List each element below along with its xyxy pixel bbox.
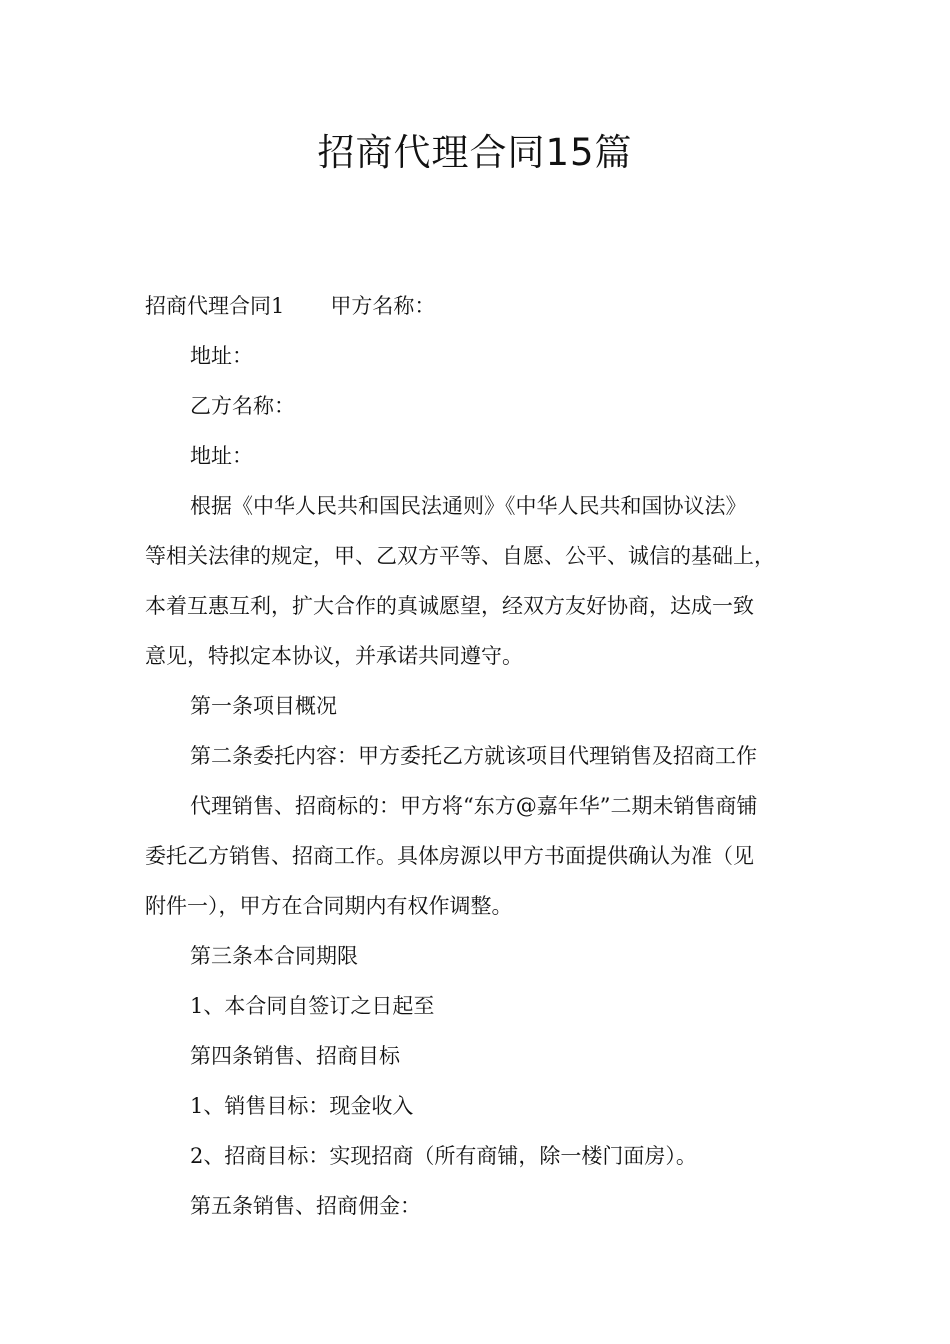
party-b-address-label: 地址：: [190, 444, 253, 468]
preamble-line-2: 等相关法律的规定，甲、乙双方平等、自愿、公平、诚信的基础上，: [145, 544, 775, 568]
contract-number: 招商代理合同1: [145, 294, 285, 318]
document-body: [145, 281, 835, 1231]
article-4-heading: 第四条销售、招商目标: [190, 1044, 400, 1068]
party-b-name-label: 乙方名称：: [190, 394, 295, 418]
document-title: 招商代理合同15篇: [317, 131, 633, 174]
contract-heading-line: [145, 281, 835, 331]
article-3-item-1: 1、本合同自签订之日起至: [190, 994, 435, 1018]
article-4-item-1: 1、销售目标：现金收入: [190, 1094, 414, 1118]
preamble-line-4: 意见，特拟定本协议，并承诺共同遵守。: [145, 644, 523, 668]
party-a-address-label: 地址：: [190, 344, 253, 368]
article-4-item-2: 2、招商目标：实现招商（所有商铺，除一楼门面房）。: [190, 1144, 697, 1168]
article-2-text-line-3: 附件一），甲方在合同期内有权作调整。: [145, 894, 513, 918]
article-3-heading: 第三条本合同期限: [190, 944, 358, 968]
article-2-heading: 第二条委托内容：甲方委托乙方就该项目代理销售及招商工作: [190, 744, 757, 768]
article-1-heading: 第一条项目概况: [190, 694, 337, 718]
article-2-text-line-2: 委托乙方销售、招商工作。具体房源以甲方书面提供确认为准（见: [145, 844, 754, 868]
article-2-text-line-1: 代理销售、招商标的：甲方将“东方@嘉年华”二期未销售商铺: [190, 794, 758, 818]
preamble-line-3: 本着互惠互利，扩大合作的真诚愿望，经双方友好协商，达成一致: [145, 594, 754, 618]
party-a-name-label: 甲方名称：: [330, 294, 436, 318]
article-5-heading: 第五条销售、招商佣金：: [190, 1194, 421, 1218]
preamble-line-1: 根据《中华人民共和国民法通则》《中华人民共和国协议法》: [190, 494, 747, 518]
